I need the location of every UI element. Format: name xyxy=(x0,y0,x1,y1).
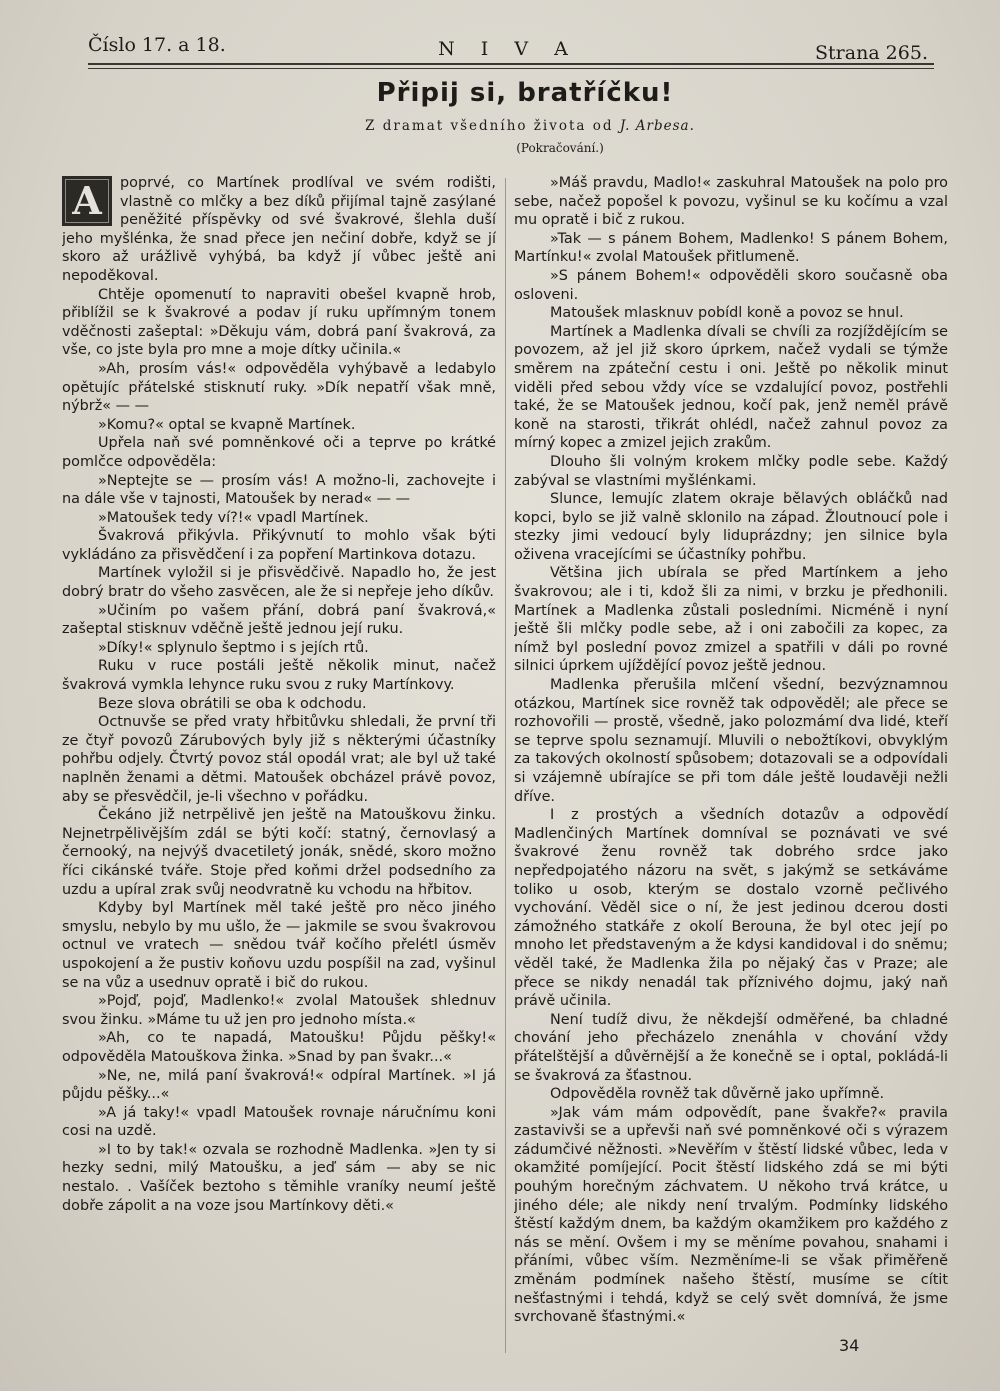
paragraph: »Komu?« optal se kvapně Martínek. xyxy=(98,416,356,433)
paragraph: Martínek vyložil si je přisvědčivě. Napadlo ho, že jest dobrý bratr do všeho zasvěcen, ale že si nepřeje jeho díkův. xyxy=(62,565,496,601)
paragraph: »Učiním po vašem přání, dobrá paní švakrová,« zašeptal stisknuv vděčně ještě jednou její ruku. xyxy=(62,602,496,638)
article-title: Připij si, bratříčku! xyxy=(376,78,674,108)
paragraph: Madlenka přerušila mlčení všední, bezvýznamnou otázkou, Martínek sice rovněž tak odpověděl; ale přece se rozhovořili — prostě, všedně, jako polozmámí dva lidé, kteří se teprve spolu seznamují. Mluvili o nebožtíkovi, obvyklým za takových okolností spůsobem; dotazovali se a odpovídali si vzájemně ubírajíce se při tom dále ještě loudavěji nežli dříve. xyxy=(514,677,948,805)
paragraph: »Ah, prosím vás!« odpověděla vyhýbavě a ledabylo opětujíc přátelské stisknutí ruky. »Dík nepatří však mně, nýbrž« — — xyxy=(62,360,496,415)
journal-name: N I V A xyxy=(438,38,578,60)
paragraph: I z prostých a všedních dotazův a odpovědí Madlenčiných Martínek domníval se poznávati ve své švakrové ženu rovněž tak dobrého srdce jako nepředpojatého názoru na svět, s jakýmž se setkáváme toliko u osob, kterým se dostalo vzorně pečlivého vychování. Věděl sice o ní, že jest jedinou dcerou dosti zámožného statkáře z okolí Berouna, že byl otec její po mnoho let představeným a že kdysi kandidoval i do sněmu; věděl také, že Madlenka žila po nějaký čas v Praze; ale přece se nikdy nenadál tak příznivého dojmu, jaký naň právě učinila. xyxy=(514,807,948,1010)
paragraph: Není tudíž divu, že někdejší odměřené, ba chladné chování jeho přecházelo znenáhla v chování vždy přátelštější a důvěrnější a že konečně se i optal, pokládá-li se švakrová za šťastnou. xyxy=(514,1011,948,1084)
paragraph: Švakrová přikývla. Přikývnutí to mohlo však býti vykládáno za přisvědčení i za popření Martinkova dotazu. xyxy=(62,528,496,563)
subtitle-prefix: Z dramat všedního života od xyxy=(365,118,620,134)
paragraph: Slunce, lemujíc zlatem okraje bělavých obláčků nad kopci, bylo se již valně sklonilo na západ. Žloutnoucí pole i stezky jimi vedoucí byly liduprázdny; jen silnice byla oživena vracejícími se účastníky pohřbu. xyxy=(514,491,948,563)
page-number: 34 xyxy=(839,1336,860,1355)
column-divider xyxy=(505,178,506,1353)
paragraph-text: poprvé, co Martínek prodlíval ve svém rodišti, vlastně co mlčky a bez díků přijímal tajně zasýlané peněžité příspěvky od své švakrové, šlehla duší jeho myšlénka, že snad přece jen nečiní dobře, když se jí skoro až urážlivě vyhýbá, ba když jí vůbec ještě ani nepoděkoval. xyxy=(62,175,496,284)
paragraph: Octnuvše se před vraty hřbitůvku shledali, že první tři ze čtyř povozů Zárubových byly již s některými účastníky pohřbu odjely. Čtvrtý povoz stál opodál vrat; ale byl už také naplněn ženami a dětmi. Matoušek obcházel právě povoz, aby se přesvědčil, je-li všechno v pořádku. xyxy=(62,714,496,805)
paragraph: Čekáno již netrpělivě jen ještě na Matouškovu žinku. Nejnetrpělivějším zdál se býti kočí: statný, černovlasý a černooký, na nejvýš dvacetiletý jonák, snědé, skoro možno říci cikánské tváře. Stoje před koňmi držel podsedního za uzdu a upíral zrak svůj neodvratně ku vchodu na hřbitov. xyxy=(62,807,496,898)
paragraph: »I to by tak!« ozvala se rozhodně Madlenka. »Jen ty si hezky sedni, milý Matoušku, a jeď sám — aby se nic nestalo. . Vašíček beztoho s těmihle vraníky neumí ještě dobře zápolit a na voze jsou Martínkovy děti.« xyxy=(62,1141,496,1214)
paragraph: »Máš pravdu, Madlo!« zaskuhral Matoušek na polo pro sebe, načež popošel k povozu, vyšinul se ku kočímu a vzal mu opratě i bič z rukou. xyxy=(514,175,948,229)
paragraph: »Díky!« splynulo šeptmo i s jejích rtů. xyxy=(98,639,369,656)
paragraph: Chtěje opomenutí to napraviti obešel kvapně hrob, přiblížil se k švakrové a podav jí ruku upřímným tonem vděčnosti zašeptal: »Děkuju vám, dobrá paní švakrová, za vše, co jste byla pro mne a moje dítky učinila.« xyxy=(62,286,496,359)
paragraph: Většina jich ubírala se před Martínkem a jeho švakrovou; ale i ti, kdož šli za nimi, v brzku je předhonili. Martínek a Madlenka zůstali posledními. Nicméně i nyní ještě šli mlčky podle sebe, až i oni zabočili za kopec, za nímž byl poslední povoz zmizel a spatřili v dáli po rovné silnici úprkem ujíždějící povoz ještě jednou. xyxy=(514,565,948,675)
text-column-right xyxy=(514,174,948,1364)
continuation-note: (Pokračování.) xyxy=(516,141,604,155)
subtitle-author: J. Arbesa. xyxy=(619,118,695,134)
paragraph: Upřela naň své pomněnkové oči a teprve po krátké pomlčce odpověděla: xyxy=(62,435,496,470)
paragraph: »Pojď, pojď, Madlenko!« zvolal Matoušek shlednuv svou žinku. »Máme tu už jen pro jednoho místa.« xyxy=(62,993,496,1028)
header-rule-thin xyxy=(88,68,934,69)
paragraph: »Neptejte se — prosím vás! A možno-li, zachovejte i na dále vše v tajnosti, Matoušek by nerad« — — xyxy=(62,472,496,508)
page-label: Strana 265. xyxy=(815,42,928,64)
page-header xyxy=(88,30,928,66)
paragraph: Ruku v ruce postáli ještě několik minut, načež švakrová vymkla lehynce ruku svou z ruky Martínkovy. xyxy=(62,658,496,694)
paragraph: Kdyby byl Martínek měl také ještě pro něco jiného smyslu, nebylo by mu ušlo, že — jakmile se svou švakrovou octnul ve vratech — snědou tvář kočího přelétl úsměv uspokojení a že pustiv koňovu uzdu pospíšil na zad, vyšinul se na vůz a usednuv opratě i bič do rukou. xyxy=(62,900,496,991)
paragraph: »Jak vám mám odpovědít, pane švakře?« pravila zastavivši se a upřevši naň své pomněnkové oči s výrazem zádumčivé něžnosti. »Nevěřím v štěstí lidské vůbec, leda v okamžité pomíjející. Pocit štěstí lidského zdá se mi býti pouhým horečným záchvatem. U někoho trvá krátce, u jiného déle; ale nikdy není trvalým. Podmínky lidského štěstí každým dnem, ba každým okamžikem pro každého z nás se mění. Ovšem i my se měníme povahou, snahami i přáními, vůbec vším. Nezměníme-li se však přiměřeně změnám podmínek našeho štěstí, musíme se cítit nešťastnými i tehdá, když se celý svět domnívá, že jsme svrchovaně šťastnými.« xyxy=(514,1104,948,1326)
paragraph: Martínek a Madlenka dívali se chvíli za rozjíždějícím se povozem, až jel již skoro úprkem, načež vydali se týmže směrem na zpáteční cestu i oni. Ještě po několik minut viděli před sebou vždy více se vzdalující povoz, postřehli také, že se Matoušek jednou, kočí pak, jenž neměl právě koně na starosti, třikrát ohlédl, načež zahnul povoz za mírný kopec a zmizel jejich zrakům. xyxy=(514,323,948,452)
paragraph: Dlouho šli volným krokem mlčky podle sebe. Každý zabýval se vlastními myšlénkami. xyxy=(514,453,948,489)
paragraph: Matoušek mlasknuv pobídl koně a povoz se hnul. xyxy=(550,305,904,322)
drop-cap: A xyxy=(62,176,112,226)
paragraph xyxy=(62,174,496,286)
paragraph: »Ne, ne, milá paní švakrová!« odpíral Martínek. »I já půjdu pěšky...« xyxy=(62,1067,496,1103)
paragraph: »Tak — s pánem Bohem, Madlenko! S pánem Bohem, Martínku!« zvolal Matoušek přitlumeně. xyxy=(514,230,948,266)
header-rule-thick xyxy=(88,63,934,65)
article-subtitle xyxy=(0,118,1000,134)
paragraph: »Matoušek tedy ví?!« vpadl Martínek. xyxy=(98,509,369,526)
paragraph: »Ah, co te napadá, Matoušku! Půjdu pěšky!« odpověděla Matouškova žinka. »Snad by pan švakr...« xyxy=(62,1030,496,1065)
text-column-left xyxy=(62,174,496,1364)
paragraph: Beze slova obrátili se oba k odchodu. xyxy=(98,695,367,712)
issue-number: Číslo 17. a 18. xyxy=(88,34,226,56)
paragraph: Odpověděla rovněž tak důvěrně jako upřímně. xyxy=(550,1086,885,1103)
paragraph: »A já taky!« vpadl Matoušek rovnaje náručnímu koni cosi na uzdě. xyxy=(62,1104,496,1140)
paragraph: »S pánem Bohem!« odpověděli skoro současně oba osloveni. xyxy=(514,267,948,303)
